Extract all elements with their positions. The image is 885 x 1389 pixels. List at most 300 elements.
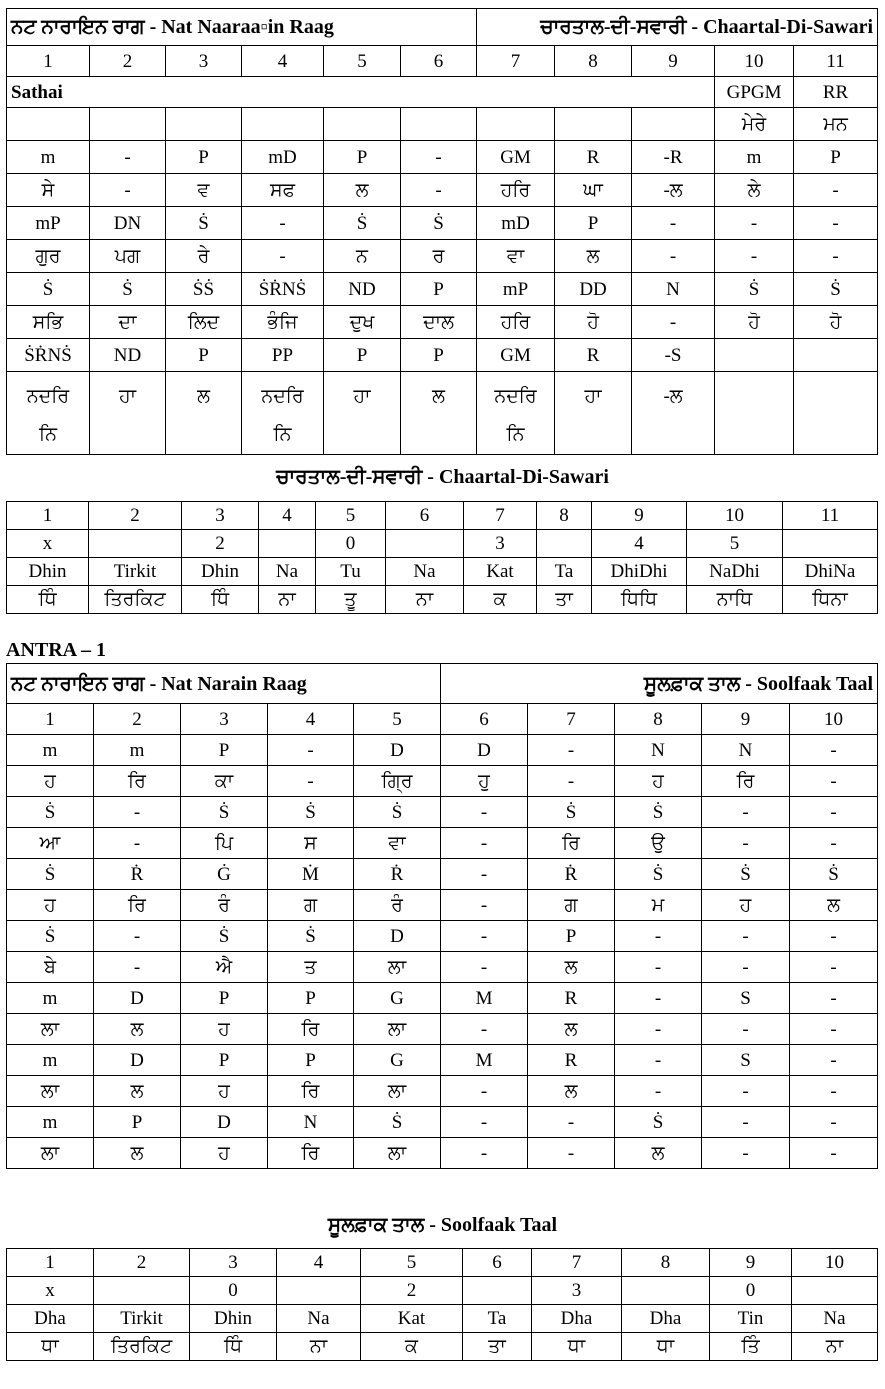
note-cell: -S <box>632 339 715 372</box>
bol-cell: Ta <box>463 1305 532 1333</box>
bol-gurmukhi-cell: ਧਾ <box>622 1333 710 1361</box>
note-cell: N <box>632 273 715 306</box>
section-label: Sathai <box>7 77 715 108</box>
swar-row <box>7 1045 878 1076</box>
lyric-cell: ਲ <box>94 1014 181 1045</box>
lyric-cell: ਹੋ <box>555 306 632 339</box>
swar-row <box>7 339 878 372</box>
beat-number: 3 <box>166 46 242 77</box>
lyric-cell: ਰਿ <box>94 766 181 797</box>
lyric-cell: ਰੰ <box>181 890 268 921</box>
note-cell: P <box>401 273 477 306</box>
bol-cell: Kat <box>361 1305 463 1333</box>
lyric-cell: ਕਾ <box>181 766 268 797</box>
note-cell: Ṡ <box>181 921 268 952</box>
lyric-cell: ਹਰਿ <box>477 306 555 339</box>
note-cell: - <box>702 921 790 952</box>
bol-gurmukhi-cell: ਧਿਨਾ <box>783 586 878 614</box>
note-cell: m <box>715 141 794 174</box>
lyric-cell: ਵ <box>166 174 242 207</box>
lyric-row <box>7 306 878 339</box>
lyric-cell: - <box>441 890 528 921</box>
note-cell: D <box>354 735 441 766</box>
lyric-cell: - <box>441 1076 528 1107</box>
swar-row <box>7 983 878 1014</box>
antra-rows <box>7 704 878 1169</box>
note-cell: P <box>94 1107 181 1138</box>
lyric-cell: - <box>632 240 715 273</box>
lyric-line: -ਲ <box>663 386 683 407</box>
note-cell: - <box>94 921 181 952</box>
note-cell: D <box>94 983 181 1014</box>
lyric-cell <box>794 372 878 455</box>
beat-number-row <box>7 502 878 530</box>
bol-gurmukhi-cell: ਧਿਧਿ <box>592 586 687 614</box>
lyric-cell: - <box>790 1138 878 1169</box>
note-cell: mP <box>477 273 555 306</box>
beat-number: 10 <box>792 1249 878 1277</box>
lyric-cell: ਹ <box>702 890 790 921</box>
note-cell: D <box>441 735 528 766</box>
note-cell: Ṡ <box>7 797 94 828</box>
note-cell: N <box>268 1107 354 1138</box>
note-cell <box>794 339 878 372</box>
lyric-cell: ਮੇਰੇ <box>715 108 794 141</box>
note-cell: ṠṘNṠ <box>242 273 324 306</box>
lyric-cell: ਸੇ <box>7 174 90 207</box>
beat-number: 7 <box>464 502 537 530</box>
lyric-line: ਹਾ <box>118 386 137 407</box>
note-cell: -R <box>632 141 715 174</box>
taal-marker <box>792 1277 878 1305</box>
lyric-cell: ਲ <box>528 952 615 983</box>
bol-cell: Kat <box>464 558 537 586</box>
note-cell: G <box>354 983 441 1014</box>
note-cell: Ṡ <box>354 797 441 828</box>
note-cell: DD <box>555 273 632 306</box>
lyric-cell: - <box>790 952 878 983</box>
lyric-cell: - <box>615 952 702 983</box>
beat-number: 2 <box>90 46 166 77</box>
lyric-cell: ਗ੍ਰਿ <box>354 766 441 797</box>
note-cell: R <box>555 339 632 372</box>
note-cell: Ṡ <box>790 859 878 890</box>
note-cell: - <box>528 1107 615 1138</box>
lyric-cell: ਲੇ <box>715 174 794 207</box>
note-cell: Ṡ <box>7 859 94 890</box>
taal-marker: 0 <box>190 1277 277 1305</box>
note-cell: - <box>790 735 878 766</box>
lyric-cell: ਘਾ <box>555 174 632 207</box>
note-cell: D <box>181 1107 268 1138</box>
lyric-cell: ਲਾ <box>7 1076 94 1107</box>
beat-number: 6 <box>463 1249 532 1277</box>
note-cell: S <box>702 983 790 1014</box>
note-cell: Ṡ <box>615 797 702 828</box>
beat-number: 2 <box>94 704 181 735</box>
note-cell: P <box>181 1045 268 1076</box>
lyric-cell: - <box>268 766 354 797</box>
note-cell: - <box>441 859 528 890</box>
beat-number-row <box>7 704 878 735</box>
note-cell: mD <box>242 141 324 174</box>
taal-marker: 4 <box>592 530 687 558</box>
note-cell: - <box>94 797 181 828</box>
taal-marker: 0 <box>316 530 386 558</box>
note-cell: P <box>181 735 268 766</box>
lyric-row <box>7 240 878 273</box>
lyric-cell: -ਲ <box>632 174 715 207</box>
antra-notation-table <box>6 663 878 1169</box>
note-cell: m <box>7 735 94 766</box>
note-cell: P <box>268 1045 354 1076</box>
lyric-cell: ਹਰਿ <box>477 174 555 207</box>
beat-number: 5 <box>361 1249 463 1277</box>
note-cell: GPGM <box>715 77 794 108</box>
lyric-cell: ਗ <box>268 890 354 921</box>
note-cell: N <box>702 735 790 766</box>
note-cell: - <box>441 1107 528 1138</box>
lyric-cell: ਰੇ <box>166 240 242 273</box>
beat-number: 9 <box>702 704 790 735</box>
lyric-cell: ਦੁਖ <box>324 306 401 339</box>
beat-number-row <box>7 1249 878 1277</box>
beat-number: 1 <box>7 502 89 530</box>
lyric-cell: - <box>528 1138 615 1169</box>
lyric-cell: - <box>632 306 715 339</box>
taal-marker <box>89 530 182 558</box>
lyric-cell: - <box>94 828 181 859</box>
lyric-cell: - <box>702 1138 790 1169</box>
beat-number: 7 <box>477 46 555 77</box>
lyric-cell: ਹੁ <box>441 766 528 797</box>
lyric-line: ਨਦਰਿ <box>261 386 304 407</box>
note-cell: - <box>715 207 794 240</box>
note-cell: PP <box>242 339 324 372</box>
note-cell: R <box>528 983 615 1014</box>
note-cell: m <box>94 735 181 766</box>
lyric-cell: - <box>702 1014 790 1045</box>
lyric-cell: - <box>441 1014 528 1045</box>
lyric-cell: ਰਿ <box>268 1138 354 1169</box>
note-cell: ṠṠ <box>166 273 242 306</box>
note-cell: Ṡ <box>268 797 354 828</box>
lyric-cell <box>632 372 715 455</box>
beat-number: 8 <box>537 502 592 530</box>
lyric-row <box>7 890 878 921</box>
taal-title: ਸੂਲਫ਼ਾਕ ਤਾਲ - Soolfaak Taal <box>441 664 878 704</box>
lyric-cell: - <box>242 240 324 273</box>
note-cell: Ṡ <box>7 273 90 306</box>
lyric-line: ਹਾ <box>353 386 371 407</box>
bol-cell-row <box>7 558 878 586</box>
lyric-cell: - <box>401 174 477 207</box>
lyric-cell: ਲ <box>324 174 401 207</box>
lyric-row <box>7 1076 878 1107</box>
beat-number: 6 <box>401 46 477 77</box>
lyric-cell: ਲਿਦ <box>166 306 242 339</box>
lyric-cell: ਲ <box>615 1138 702 1169</box>
lyric-cell: ਹ <box>181 1076 268 1107</box>
lyric-cell: - <box>90 174 166 207</box>
beat-number: 6 <box>441 704 528 735</box>
sathai-rows <box>7 141 878 372</box>
note-cell: ND <box>90 339 166 372</box>
lyric-cell: ਲਾ <box>7 1138 94 1169</box>
lyric-cell: - <box>441 952 528 983</box>
note-cell: - <box>528 735 615 766</box>
bol-cell: Dha <box>532 1305 622 1333</box>
lyric-line: ਲ <box>432 386 445 407</box>
bol-cell: DhiNa <box>783 558 878 586</box>
bol-gurmukhi-cell: ਧਾ <box>7 1333 94 1361</box>
taal-caption: ਚਾਰਤਾਲ-ਦੀ-ਸਵਾਰੀ - Chaartal-Di-Sawari <box>276 466 609 488</box>
bol-cell: Na <box>792 1305 878 1333</box>
taal-marker <box>386 530 464 558</box>
lyric-cell: - <box>441 828 528 859</box>
lyric-cell: - <box>528 766 615 797</box>
bol-gurmukhi-cell: ਨਾਧਿ <box>687 586 783 614</box>
lyric-line: ਨਿ <box>506 424 525 445</box>
note-cell: P <box>794 141 878 174</box>
note-cell: Ṡ <box>401 207 477 240</box>
lyric-cell: ਰਿ <box>702 766 790 797</box>
lyric-cell: - <box>702 828 790 859</box>
lyric-cell: ਬੇ <box>7 952 94 983</box>
note-cell: - <box>790 1107 878 1138</box>
beat-number: 4 <box>268 704 354 735</box>
beat-number: 9 <box>632 46 715 77</box>
lyric-row <box>7 828 878 859</box>
taal-marker <box>94 1277 190 1305</box>
lyric-cell <box>90 372 166 455</box>
bol-cell: Ta <box>537 558 592 586</box>
lyric-cell: ਰਿ <box>528 828 615 859</box>
lyric-cell: - <box>441 1138 528 1169</box>
section-row <box>7 77 878 108</box>
note-cell: P <box>324 141 401 174</box>
beat-number: 5 <box>324 46 401 77</box>
lyric-cell <box>7 372 90 455</box>
bol-cell: Tirkit <box>89 558 182 586</box>
note-cell: DN <box>90 207 166 240</box>
note-cell: Ṡ <box>615 1107 702 1138</box>
lyric-cell: ਹ <box>7 766 94 797</box>
antra-label: ANTRA – 1 <box>6 639 107 661</box>
note-cell: D <box>94 1045 181 1076</box>
note-cell: m <box>7 141 90 174</box>
lyric-cell: ਲ <box>528 1076 615 1107</box>
bol-cell: Na <box>277 1305 361 1333</box>
beat-number: 9 <box>710 1249 792 1277</box>
beat-number: 11 <box>794 46 878 77</box>
lyric-cell: ਹ <box>181 1014 268 1045</box>
note-cell: Ṡ <box>181 797 268 828</box>
lyric-cell <box>166 372 242 455</box>
lyric-cell: - <box>715 240 794 273</box>
bol-cell: DhiDhi <box>592 558 687 586</box>
bol-cell: Tu <box>316 558 386 586</box>
beat-number: 1 <box>7 704 94 735</box>
lyric-cell: - <box>790 1014 878 1045</box>
lyric-cell: ਮ <box>615 890 702 921</box>
lyric-cell <box>715 372 794 455</box>
lyric-cell <box>242 372 324 455</box>
lyric-cell: - <box>615 1014 702 1045</box>
note-cell: Ṡ <box>354 1107 441 1138</box>
bol-cell: Tin <box>710 1305 792 1333</box>
lyric-cell: ਲ <box>528 1014 615 1045</box>
note-cell: Ṡ <box>90 273 166 306</box>
lyric-cell: ਤ <box>268 952 354 983</box>
note-cell: mD <box>477 207 555 240</box>
swar-row <box>7 859 878 890</box>
bol-gurmukhi-cell: ਤਿਰਕਿਟ <box>89 586 182 614</box>
note-cell: P <box>268 983 354 1014</box>
beat-number: 4 <box>259 502 316 530</box>
lyric-cell: ਸਭਿ <box>7 306 90 339</box>
note-cell: M <box>441 983 528 1014</box>
lyric-cell <box>401 372 477 455</box>
note-cell: P <box>324 339 401 372</box>
lyric-cell: ਗੁਰ <box>7 240 90 273</box>
lyric-cell: ਲ <box>94 1138 181 1169</box>
bol-gurmukhi-cell: ਧਿੰ <box>7 586 89 614</box>
bol-gurmukhi-cell: ਨਾ <box>277 1333 361 1361</box>
bol-cell: Na <box>386 558 464 586</box>
beat-number: 2 <box>89 502 182 530</box>
soolfaak-beats-table <box>6 1248 878 1361</box>
lyric-cell: ਵਾ <box>354 828 441 859</box>
chaartal-beats-table <box>6 501 878 614</box>
lyric-cell: ਹੋ <box>794 306 878 339</box>
taal-marker: x <box>7 1277 94 1305</box>
bol-gurmukhi-cell: ਤਿੰ <box>710 1333 792 1361</box>
taal-title: ਚਾਰਤਾਲ-ਦੀ-ਸਵਾਰੀ - Chaartal-Di-Sawari <box>477 9 878 46</box>
lyric-row <box>7 1014 878 1045</box>
note-cell: - <box>794 207 878 240</box>
lyric-cell: ਰ <box>401 240 477 273</box>
raag-title: ਨਟ ਨਾਰਾਇਨ ਰਾਗ - Nat Naaraa▫in Raag <box>7 9 477 46</box>
swar-row <box>7 735 878 766</box>
lyric-cell <box>477 372 555 455</box>
lyric-cell: - <box>790 828 878 859</box>
beat-number: 10 <box>715 46 794 77</box>
lyric-row <box>7 372 878 455</box>
beat-number: 1 <box>7 46 90 77</box>
lyric-cell <box>555 372 632 455</box>
note-cell: Ṡ <box>794 273 878 306</box>
swar-row <box>7 273 878 306</box>
taal-marker: 3 <box>532 1277 622 1305</box>
bol-gurmukhi-cell: ਕ <box>361 1333 463 1361</box>
lyric-line: ਹਾ <box>584 386 602 407</box>
note-cell: Ṡ <box>528 797 615 828</box>
beat-number: 5 <box>354 704 441 735</box>
taal-marker <box>259 530 316 558</box>
note-cell: Ṙ <box>528 859 615 890</box>
note-cell: - <box>790 921 878 952</box>
bol-cell: Na <box>259 558 316 586</box>
swar-row <box>7 921 878 952</box>
bol-cell: Tirkit <box>94 1305 190 1333</box>
taal-marker: x <box>7 530 89 558</box>
beat-number: 3 <box>182 502 259 530</box>
lyric-cell: - <box>94 952 181 983</box>
lyric-cell: ਪਗ <box>90 240 166 273</box>
bol-gurmukhi-cell: ਤਾ <box>537 586 592 614</box>
lyric-cell: ਲਾ <box>354 952 441 983</box>
beat-number: 3 <box>190 1249 277 1277</box>
taal-marker <box>783 530 878 558</box>
lyric-line: ਨਦਰਿ <box>26 386 70 407</box>
note-cell: M <box>441 1045 528 1076</box>
note-cell: P <box>166 339 242 372</box>
note-cell: m <box>7 1107 94 1138</box>
bol-gurmukhi-cell: ਧਾ <box>532 1333 622 1361</box>
note-cell: Ṡ <box>268 921 354 952</box>
note-cell: - <box>268 735 354 766</box>
note-cell: m <box>7 1045 94 1076</box>
lyric-cell: ਮਨ <box>794 108 878 141</box>
beat-number-row <box>7 46 878 77</box>
lyric-cell: - <box>615 1076 702 1107</box>
bol-cell: Dha <box>622 1305 710 1333</box>
note-cell: Ṙ <box>94 859 181 890</box>
lyric-cell: ਲ <box>555 240 632 273</box>
raag-title: ਨਟ ਨਾਰਾਇਨ ਰਾਗ - Nat Narain Raag <box>7 664 441 704</box>
note-cell: Ṡ <box>702 859 790 890</box>
beat-number: 10 <box>790 704 878 735</box>
bol-cell: Dhin <box>182 558 259 586</box>
note-cell: - <box>615 921 702 952</box>
taal-marker <box>622 1277 710 1305</box>
note-cell: P <box>166 141 242 174</box>
note-cell: ND <box>324 273 401 306</box>
note-cell: - <box>90 141 166 174</box>
beat-number: 10 <box>687 502 783 530</box>
note-cell: G <box>354 1045 441 1076</box>
lyric-cell: ਭੰਜਿ <box>242 306 324 339</box>
note-cell: - <box>790 1045 878 1076</box>
taal-marker: 3 <box>464 530 537 558</box>
taal-marker <box>537 530 592 558</box>
note-cell: Ṡ <box>7 921 94 952</box>
lyric-line: ਨਦਰਿ <box>494 386 537 407</box>
note-cell: GM <box>477 141 555 174</box>
lyric-cell: ਰਿ <box>268 1014 354 1045</box>
note-cell: - <box>441 797 528 828</box>
beat-number: 5 <box>316 502 386 530</box>
lyric-cell: - <box>790 766 878 797</box>
note-cell: - <box>615 983 702 1014</box>
lyric-row <box>7 174 878 207</box>
note-cell: Ṡ <box>166 207 242 240</box>
beat-number: 4 <box>242 46 324 77</box>
beat-number: 8 <box>615 704 702 735</box>
note-cell: RR <box>794 77 878 108</box>
swar-row <box>7 207 878 240</box>
swar-row <box>7 141 878 174</box>
taal-marker <box>463 1277 532 1305</box>
note-cell: ṠṘNṠ <box>7 339 90 372</box>
beat-number: 9 <box>592 502 687 530</box>
lyric-cell: - <box>794 174 878 207</box>
lyric-cell: - <box>790 1076 878 1107</box>
lyric-cell: ਨ <box>324 240 401 273</box>
lyric-cell: ਪਿ <box>181 828 268 859</box>
bol-gurmukhi-cell-row <box>7 1333 878 1361</box>
